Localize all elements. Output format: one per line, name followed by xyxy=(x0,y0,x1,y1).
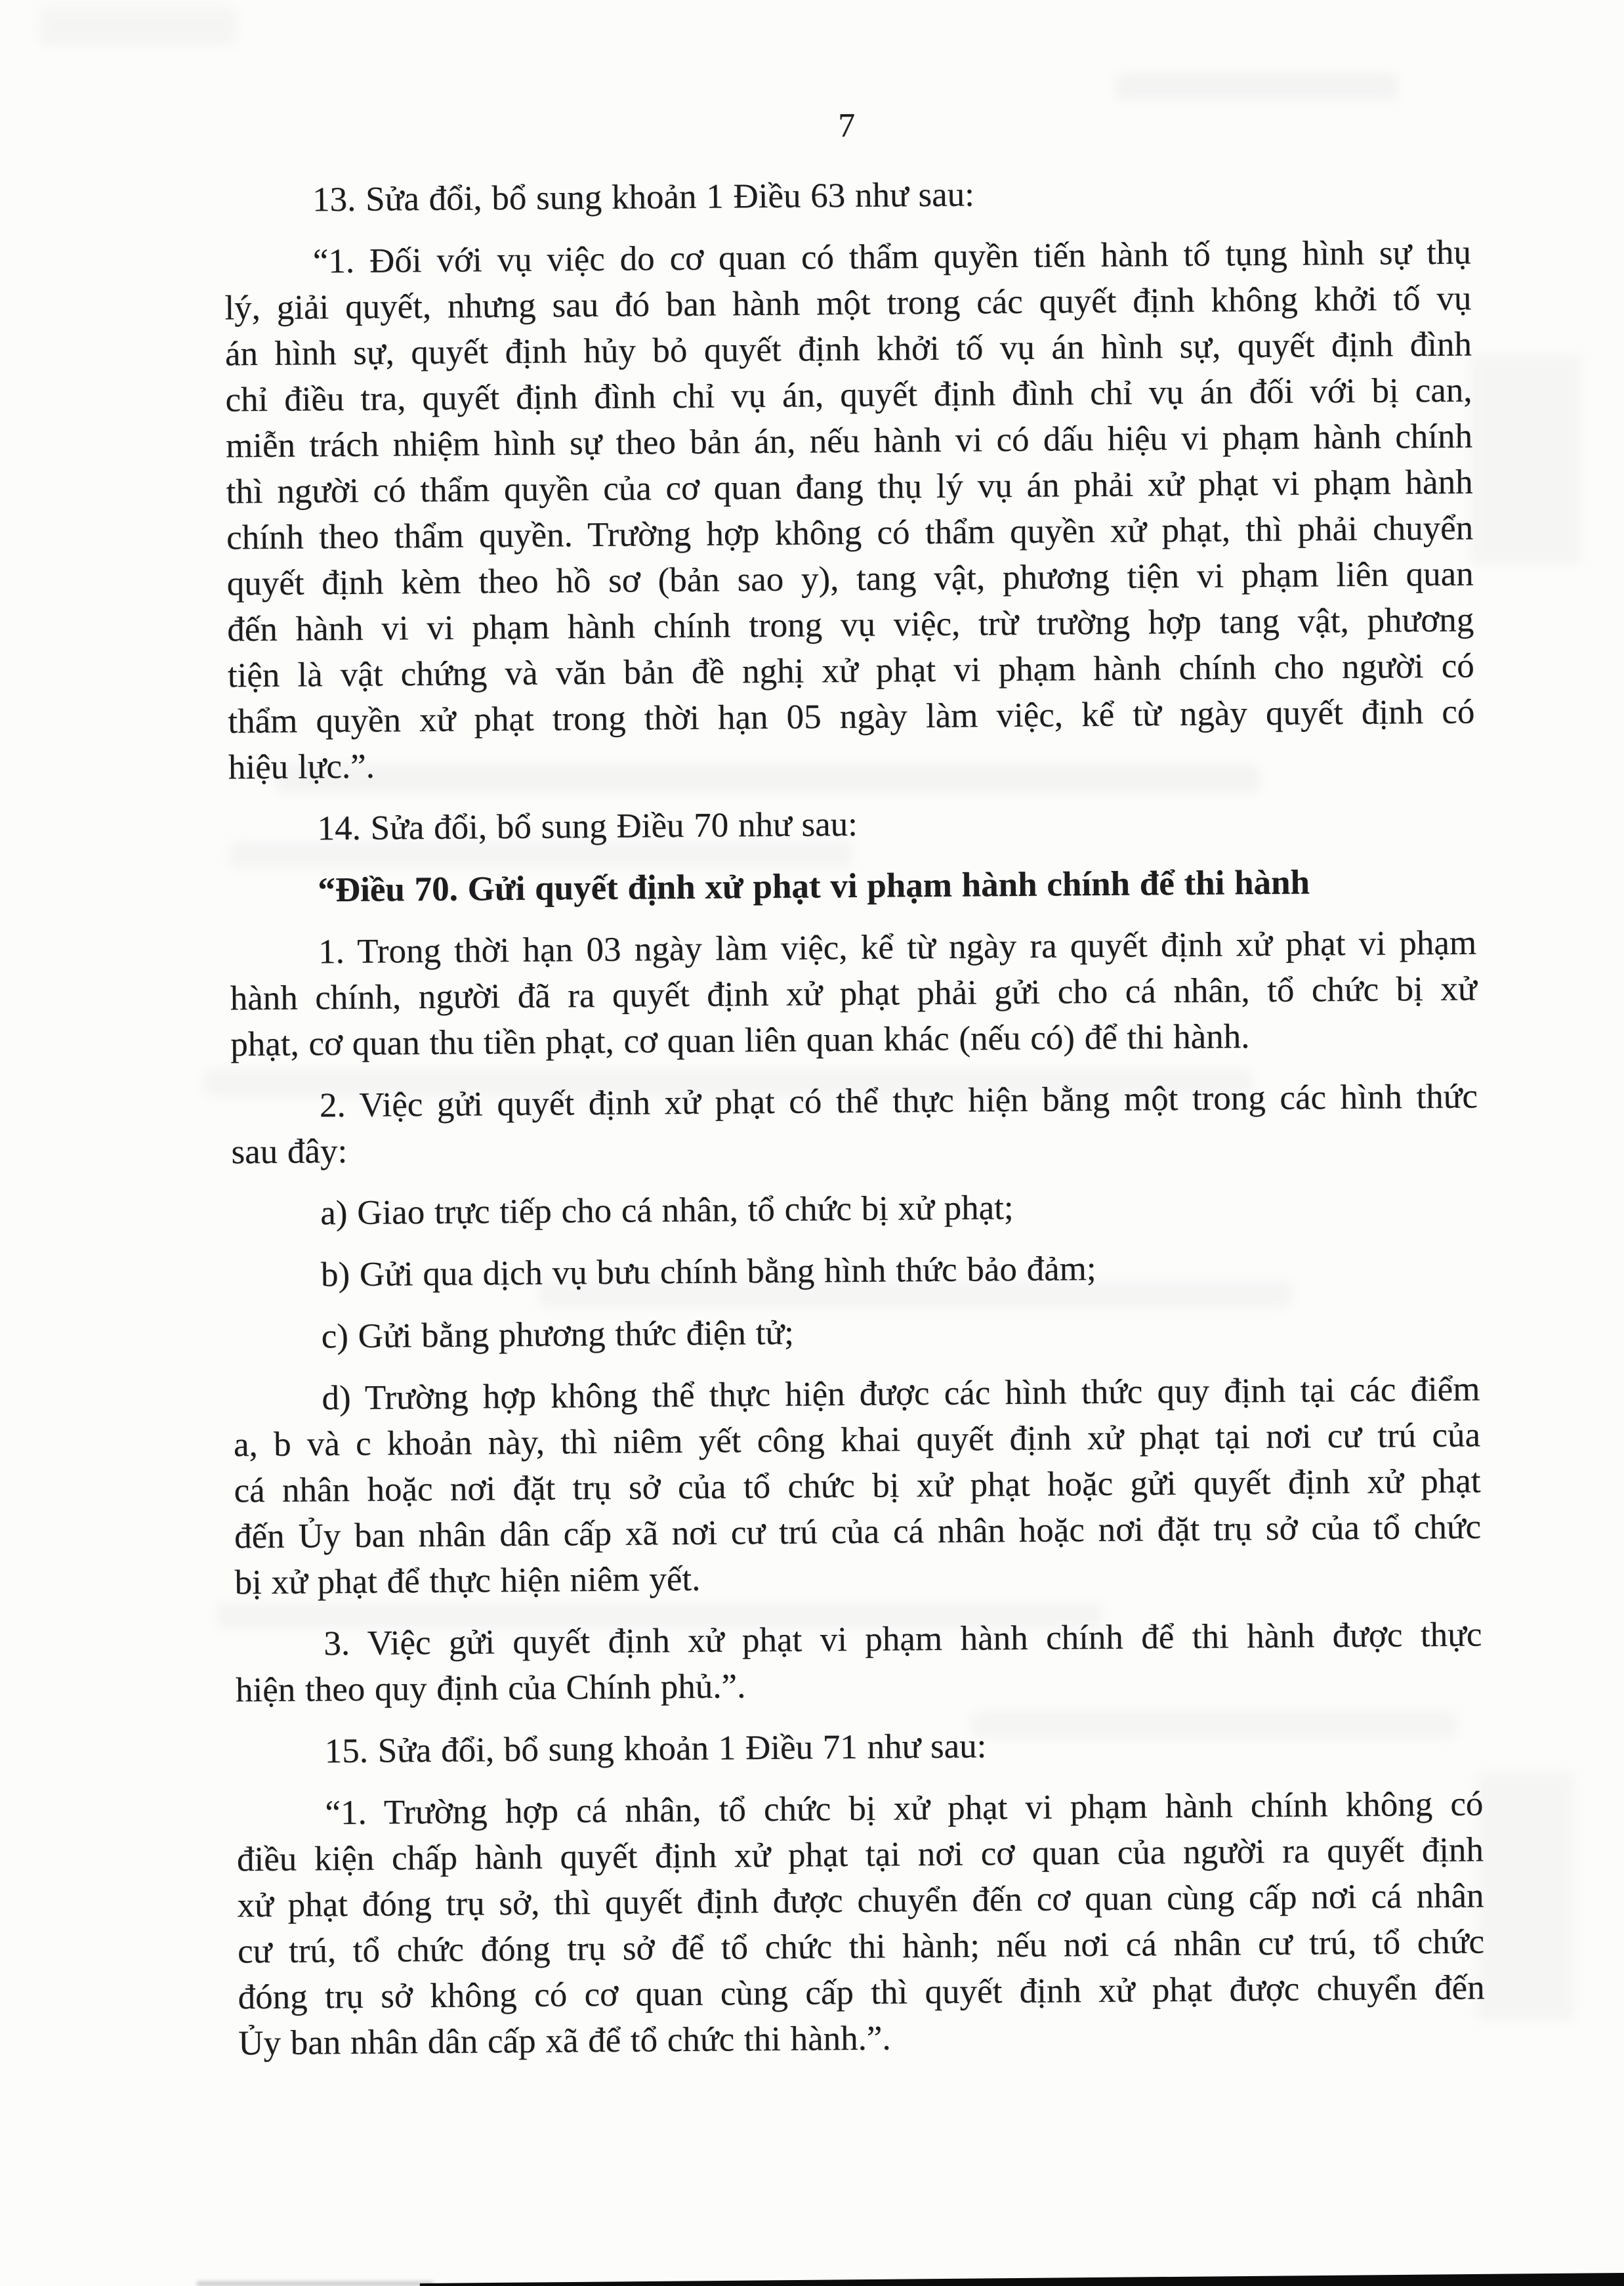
text-line: hành chính, người đã ra quyết định xử phạt phải gửi cho cá nhân, tổ chức bị xử xyxy=(230,969,1477,1018)
text-line: Ủy ban nhân dân cấp xã để tổ chức thi hành.”. xyxy=(238,2019,891,2063)
document-body xyxy=(224,168,1486,2067)
text-line: a, b và c khoản này, thì niêm yết công khai quyết định xử phạt tại nơi cư trú của xyxy=(233,1416,1481,1464)
text-line: thì người có thẩm quyền của cơ quan đang thụ lý vụ án phải xử phạt vi phạm hành xyxy=(226,463,1473,511)
paragraph-item-heading xyxy=(224,168,1470,224)
text-line: a) Giao trực tiếp cho cá nhân, tổ chức bị xử phạt; xyxy=(320,1189,1014,1233)
paragraph-body xyxy=(236,1781,1485,2066)
text-line: quyết định kèm theo hồ sơ (bản sao y), tang vật, phương tiện vi phạm liên quan xyxy=(226,555,1474,603)
page-content xyxy=(223,98,1485,2067)
paragraph-body xyxy=(230,920,1478,1068)
text-line: 1. Trong thời hạn 03 ngày làm việc, kể từ ngày ra quyết định xử phạt vi phạm xyxy=(318,923,1477,971)
text-line: đóng trụ sở không có cơ quan cùng cấp thì quyết định xử phạt được chuyển đến xyxy=(238,1968,1485,2017)
text-line: “Điều 70. Gửi quyết định xử phạt vi phạm hành chính để thi hành xyxy=(318,863,1310,910)
text-line: tiện là vật chứng và văn bản đề nghị xử phạt vi phạm hành chính cho người có xyxy=(227,646,1474,695)
text-line: 3. Việc gửi quyết định xử phạt vi phạm hành chính để thi hành được thực xyxy=(323,1615,1482,1663)
text-line: 13. Sửa đổi, bổ sung khoản 1 Điều 63 như sau: xyxy=(312,175,975,219)
paragraph-body xyxy=(235,1611,1482,1713)
scan-edge-bar xyxy=(420,2272,1624,2286)
text-line: sau đây: xyxy=(231,1132,348,1172)
text-line: phạt, cơ quan thu tiền phạt, cơ quan liên quan khác (nếu có) để thi hành. xyxy=(230,1017,1250,1064)
ghost-smudge xyxy=(1470,354,1581,564)
paragraph-item-heading xyxy=(236,1719,1482,1775)
paragraph-body xyxy=(224,230,1476,791)
paragraph-list-item xyxy=(232,1304,1479,1360)
ghost-smudge xyxy=(39,7,236,46)
text-line: chính theo thẩm quyền. Trường hợp không có thẩm quyền xử phạt, thì phải chuyển xyxy=(226,509,1474,557)
text-line: b) Gửi qua dịch vụ bưu chính bằng hình thức bảo đảm; xyxy=(320,1250,1096,1294)
text-line: “1. Đối với vụ việc do cơ quan có thẩm quyền tiến hành tố tụng hình sự thụ xyxy=(312,233,1472,281)
text-line: “1. Trường hợp cá nhân, tổ chức bị xử phạt vi phạm hành chính không có xyxy=(325,1785,1484,1832)
ghost-smudge xyxy=(1476,1772,1575,2021)
text-line: hiện theo quy định của Chính phủ.”. xyxy=(235,1667,746,1710)
text-line: điều kiện chấp hành quyết định xử phạt tại nơi cơ quan của người ra quyết định xyxy=(236,1831,1484,1879)
text-line: thẩm quyền xử phạt trong thời hạn 05 ngày làm việc, kể từ ngày quyết định có xyxy=(228,692,1475,741)
ghost-smudge xyxy=(1115,74,1398,100)
paragraph-body xyxy=(233,1366,1482,1605)
text-line: chỉ điều tra, quyết định đình chỉ vụ án, quyết định đình chỉ vụ án đối với bị can, xyxy=(225,371,1472,419)
scan-edge-shadow xyxy=(197,2281,433,2286)
text-line: d) Trường hợp không thể thực hiện được các hình thức quy định tại các điểm xyxy=(322,1370,1480,1418)
text-line: bị xử phạt để thực hiện niêm yết. xyxy=(234,1559,701,1602)
text-line: xử phạt đóng trụ sở, thì quyết định được chuyển đến cơ quan cùng cấp nơi cá nhân xyxy=(237,1876,1484,1925)
paragraph-article-heading xyxy=(229,858,1476,914)
text-line: đến hành vi vi phạm hành chính trong vụ việc, trừ trường hợp tang vật, phương xyxy=(227,601,1474,649)
paragraph-list-item xyxy=(232,1242,1479,1298)
paragraph-item-heading xyxy=(228,797,1475,853)
text-line: 15. Sửa đổi, bổ sung khoản 1 Điều 71 như sau: xyxy=(324,1727,987,1771)
text-line: lý, giải quyết, nhưng sau đó ban hành một trong các quyết định không khởi tố vụ xyxy=(224,279,1472,328)
text-line: án hình sự, quyết định hủy bỏ quyết định khởi tố vụ án hình sự, quyết định đình xyxy=(224,325,1472,373)
text-line: cá nhân hoặc nơi đặt trụ sở của tổ chức bị xử phạt hoặc gửi quyết định xử phạt xyxy=(234,1462,1481,1510)
text-line: hiệu lực.”. xyxy=(228,747,375,787)
text-line: 2. Việc gửi quyết định xử phạt có thể thực hiện bằng một trong các hình thức xyxy=(319,1077,1478,1125)
text-line: 14. Sửa đổi, bổ sung Điều 70 như sau: xyxy=(317,805,858,848)
text-line: c) Gửi bằng phương thức điện tử; xyxy=(321,1313,795,1356)
text-line: miễn trách nhiệm hình sự theo bản án, nếu hành vi có dấu hiệu vi phạm hành chính xyxy=(225,417,1473,465)
text-line: đến Ủy ban nhân dân cấp xã nơi cư trú của cá nhân hoặc nơi đặt trụ sở của tổ chức xyxy=(234,1508,1482,1556)
paragraph-body xyxy=(231,1073,1478,1175)
paragraph-list-item xyxy=(232,1181,1478,1237)
text-line: cư trú, tổ chức đóng trụ sở để tổ chức thi hành; nếu nơi cá nhân cư trú, tổ chức xyxy=(237,1922,1485,1971)
page-number: 7 xyxy=(838,106,856,145)
